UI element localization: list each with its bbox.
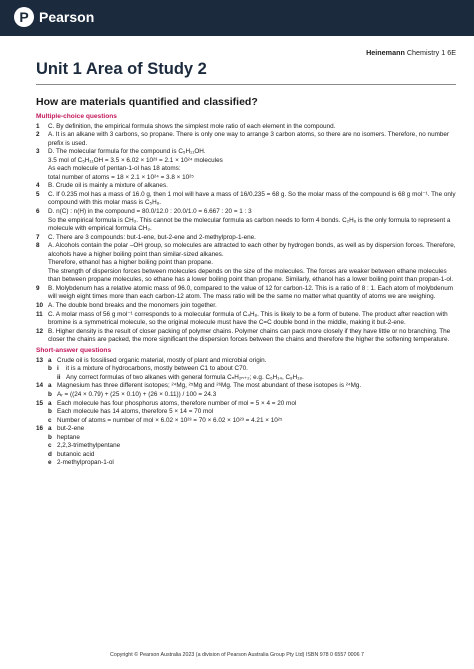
answer-text: D. n(C) : n(H) in the compound = 80.0/12.0 : 20.0/1.0 = 6.667 : 20 = 1 : 3 xyxy=(48,208,252,216)
answer-text: B. Higher density is the result of closer packing of polymer chains. Polymer chains can pack more closely if they have little or no branching. The closer the chains are packed, the more significant the dispersion forces between the chains and therefore the higher the softening temperature. xyxy=(48,327,451,344)
mc-answer-row xyxy=(36,174,456,183)
answer-text: Each molecule has 14 atoms, therefore 5 × 14 = 70 mol xyxy=(57,408,214,416)
part-letter: a xyxy=(48,382,52,390)
part-letter: b xyxy=(48,365,52,373)
mc-answer-row xyxy=(36,148,456,157)
part-letter: b xyxy=(48,391,52,398)
answer-text: Magnesium has three different isotopes; ²⁴Mg, ²⁵Mg and ²⁶Mg. The most abundant of these isotopes is ²⁴Mg. xyxy=(57,382,362,390)
mc-answer-row xyxy=(36,268,456,285)
unit-number: Unit 1 xyxy=(36,60,82,78)
mc-answer-row xyxy=(36,234,456,243)
title-divider xyxy=(36,84,456,85)
question-number: 5 xyxy=(36,190,40,198)
question-number: 16 xyxy=(36,425,44,433)
part-letter: e xyxy=(48,459,52,467)
sa-answer-row xyxy=(36,365,456,374)
answer-text: A. It is an alkane with 3 carbons, so propane. There is only one way to arrange 3 carbon atoms, so there are no isomers. Therefore, no number prefix is used. xyxy=(48,131,450,147)
mc-answer-row xyxy=(36,182,456,191)
part-letter: c xyxy=(48,442,52,450)
pearson-logo xyxy=(14,7,94,27)
answer-text: total number of atoms = 18 × 2.1 × 10²⁴ = 3.8 × 10²⁵ xyxy=(48,173,194,181)
answer-text: C. A molar mass of 56 g mol⁻¹ corresponds to a molecular formula of C₄H₈. This is likely to be a form of butene. The product after reaction with bromine is a symmetrical molecule, so the original molecule must have the C=C double bond in the middle, making it but-2-ene. xyxy=(48,310,448,327)
sa-answer-list xyxy=(36,357,456,468)
part-letter: b xyxy=(48,408,52,416)
part-roman: i xyxy=(57,365,59,373)
mc-answer-row xyxy=(36,302,456,311)
answer-text: heptane xyxy=(57,433,80,441)
answer-text: Crude oil is fossilised organic material, mostly of plant and microbial origin. xyxy=(57,356,267,364)
mc-answer-list xyxy=(36,123,456,345)
book-edition-brand: Heinemann xyxy=(366,48,405,57)
answer-text: Therefore, ethanol has a higher boiling point than propane. xyxy=(48,259,214,267)
answer-text: 2,2,3-trimethylpentane xyxy=(57,442,121,450)
sa-answer-row xyxy=(36,434,456,443)
section-question: How are materials quantified and classified? xyxy=(36,96,258,108)
question-number xyxy=(36,442,48,451)
question-number: 3 xyxy=(36,148,40,156)
answer-text: A. The double bond breaks and the monomers join together. xyxy=(48,302,217,310)
question-number: 6 xyxy=(36,208,40,216)
part-letter: b xyxy=(48,433,52,441)
question-number: 14 xyxy=(36,382,44,390)
mc-answer-row xyxy=(36,157,456,166)
question-number xyxy=(36,417,48,426)
sa-answer-row xyxy=(36,417,456,426)
answer-text: C. By definition, the empirical formula shows the simplest mole ratio of each element in the compound. xyxy=(48,122,336,130)
sa-answer-row xyxy=(36,459,456,468)
part-letter: a xyxy=(48,425,52,433)
sa-answer-row xyxy=(36,425,456,434)
question-number: 7 xyxy=(36,233,40,241)
part-roman: ii xyxy=(57,373,61,381)
mc-answer-row xyxy=(36,165,456,174)
question-number: 12 xyxy=(36,327,44,335)
answer-text: The strength of dispersion forces between molecules depends on the size of the molecules. The forces are weaker between ethane molecules than between propane molecules, so ethane has a lower boiling point than propane. Similarly, ethanol has a lower boiling point than propan-1-ol. xyxy=(48,267,454,284)
answer-text: 3.5 mol of C₅H₁₁OH = 3.5 × 6.02 × 10²³ = 2.1 × 10²⁴ molecules xyxy=(48,156,223,164)
answer-text: C. There are 3 compounds: but-1-ene, but-2-ene and 2-methylprop-1-ene. xyxy=(48,233,256,241)
pearson-logo-icon: P xyxy=(14,7,34,27)
mc-answer-row xyxy=(36,285,456,302)
sa-answer-row xyxy=(36,408,456,417)
mc-answer-row xyxy=(36,328,456,345)
question-number xyxy=(36,408,48,417)
unit-area: Area of Study 2 xyxy=(81,60,207,78)
answer-text: butanoic acid xyxy=(57,450,95,458)
sa-answer-row xyxy=(36,374,456,383)
question-number xyxy=(36,365,48,374)
question-number: 1 xyxy=(36,122,40,130)
mc-answer-row xyxy=(36,191,456,208)
sa-answer-row xyxy=(36,382,456,391)
question-number xyxy=(36,434,48,443)
book-edition xyxy=(366,48,456,57)
sa-answer-row xyxy=(36,391,456,400)
sa-answer-row xyxy=(36,442,456,451)
part-letter xyxy=(48,374,57,383)
question-number xyxy=(36,259,48,268)
question-number xyxy=(36,157,48,166)
question-number: 9 xyxy=(36,284,40,292)
question-number: 8 xyxy=(36,242,40,250)
header-bar xyxy=(0,0,474,36)
sa-answer-row xyxy=(36,357,456,366)
question-number xyxy=(36,217,48,234)
part-letter: d xyxy=(48,450,52,458)
question-number xyxy=(36,268,48,285)
answer-text: but-2-ene xyxy=(57,425,85,433)
mc-heading: Multiple-choice questions xyxy=(36,113,117,120)
book-edition-title: Chemistry 1 6E xyxy=(404,48,456,57)
question-number: 15 xyxy=(36,399,44,407)
answer-text: As each molecule of pentan-1-ol has 18 atoms: xyxy=(48,165,181,173)
question-number xyxy=(36,459,48,468)
mc-answer-row xyxy=(36,208,456,217)
answer-text: B. Crude oil is mainly a mixture of alkanes. xyxy=(48,182,168,190)
answer-text: Any correct formulas of two alkanes with general formula CₙH₂ₙ₊₂; e.g. C₆H₁₄, C₈H₁₈. xyxy=(66,373,304,381)
answer-text: A. Alcohols contain the polar –OH group, so molecules are attracted to each other by hydrogen bonds, as well as by dispersion forces. Therefore, alcohols have a higher boiling point than similar-sized alkanes. xyxy=(48,242,456,258)
mc-answer-row xyxy=(36,259,456,268)
answer-text: C. If 0.235 mol has a mass of 16.0 g, then 1 mol will have a mass of 16/0.235 = 68 g. So the molar mass of the compound is 68 g mol⁻¹. The only compound with this molar mass is C₅H₈. xyxy=(48,190,456,207)
question-number xyxy=(36,174,48,183)
question-number: 13 xyxy=(36,356,44,364)
answer-text: it is a mixture of hydrocarbons, mostly between C1 to about C70. xyxy=(66,365,248,373)
answer-text: So the empirical formula is CH₃. This cannot be the molecular formula as carbon needs to form 4 bonds. C₂H₆ is the only formula to represent a molecule with empirical formula CH₃. xyxy=(48,216,451,233)
mc-answer-row xyxy=(36,242,456,259)
question-number xyxy=(36,374,48,383)
mc-answer-row xyxy=(36,311,456,328)
part-letter: a xyxy=(48,399,52,407)
answer-text: D. The molecular formula for the compound is C₅H₁₁OH. xyxy=(48,148,206,156)
sa-answer-row xyxy=(36,451,456,460)
unit-title xyxy=(36,60,207,79)
answer-text: 2-methylpropan-1-ol xyxy=(57,459,114,467)
question-number xyxy=(36,451,48,460)
mc-answer-row xyxy=(36,217,456,234)
question-number: 2 xyxy=(36,131,40,139)
question-number: 4 xyxy=(36,182,40,190)
mc-answer-row xyxy=(36,123,456,132)
question-number: 11 xyxy=(36,310,43,318)
mc-answer-row xyxy=(36,131,456,148)
sa-heading: Short-answer questions xyxy=(36,347,112,355)
answer-text: Number of atoms = number of mol × 6.02 × 10²³ = 70 × 6.02 × 10²³ = 4.21 × 10²⁵ xyxy=(57,416,283,424)
part-letter: c xyxy=(48,416,52,424)
answers-content xyxy=(36,113,456,468)
question-number xyxy=(36,391,48,400)
part-letter: a xyxy=(48,356,52,364)
pearson-logo-text: Pearson xyxy=(39,9,95,25)
answer-text: Each molecule has four phosphorus atoms, therefore number of mol = 5 × 4 = 20 mol xyxy=(57,399,297,407)
answer-text: Aᵣ = ((24 × 0.79) + (25 × 0.10) + (26 × 0.11)) / 100 = 24.3 xyxy=(57,391,217,398)
question-number xyxy=(36,165,48,174)
answer-text: B. Molybdenum has a relative atomic mass of 96.0, compared to the value of 12 for carbon-12. This is a ratio of 8 : 1. Each atom of molybdenum will weigh eight times more than each carbon-12 atom. The mass ratio will be the same no matter what quantity of atoms we are weighing. xyxy=(48,284,454,301)
question-number: 10 xyxy=(36,302,44,310)
copyright-footer: Copyright © Pearson Australia 2023 (a division of Pearson Australia Group Pty Ltd) ISBN 978 0 6557 0006 7 xyxy=(110,652,364,658)
sa-answer-row xyxy=(36,400,456,409)
